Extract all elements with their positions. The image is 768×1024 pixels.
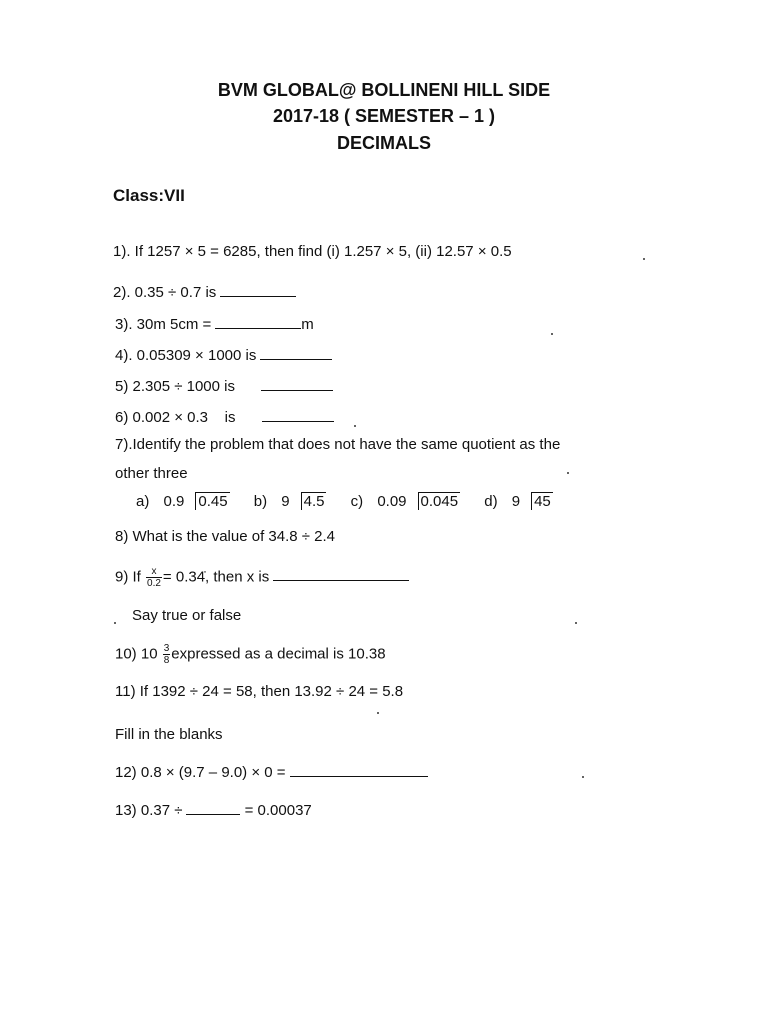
- class-label: Class:VII: [113, 186, 185, 205]
- subject-title: DECIMALS: [337, 133, 431, 153]
- question-2: [113, 282, 296, 301]
- answer-blank: [186, 800, 240, 815]
- section-fill-blanks: Fill in the blanks: [115, 726, 223, 743]
- question-7-line-1: 7).Identify the problem that does not have the same quotient as the: [115, 436, 561, 453]
- section-true-false: Say true or false: [132, 607, 242, 624]
- question-7-line-2: other three: [115, 465, 188, 482]
- question-6: [115, 407, 334, 426]
- question-3: [115, 314, 314, 333]
- answer-blank: [261, 376, 333, 391]
- scan-speck: [354, 425, 356, 427]
- answer-blank: [260, 345, 332, 360]
- scan-speck: [582, 776, 584, 778]
- question-5: [115, 376, 333, 395]
- question-6-text: 6) 0.002 × 0.3 is: [115, 409, 236, 426]
- session-title: 2017-18 ( SEMESTER – 1 ): [272, 106, 496, 126]
- option-a: a) 0.9 0.45: [136, 493, 228, 510]
- school-title: BVM GLOBAL@ BOLLINENI HILL SIDE: [217, 80, 551, 100]
- scan-speck: [643, 258, 645, 260]
- question-3-unit: m: [301, 316, 314, 333]
- question-13: 13) 0.37 ÷ = 0.00037: [115, 802, 312, 819]
- option-c: c) 0.09 0.045: [350, 493, 459, 510]
- question-10: 10) 10 $\frac{3}{8}$ expressed as a decimal is 10.38: [115, 643, 386, 666]
- fraction-x-over-0-2: $\frac{x}{0.2}$: [147, 566, 161, 589]
- scan-speck: [114, 622, 116, 624]
- question-9: 9) If $\frac{x}{0.2}$ = 0.34̇, then x is: [115, 566, 409, 589]
- answer-blank: [262, 407, 334, 422]
- scan-speck: [551, 333, 553, 335]
- answer-blank: [220, 282, 296, 297]
- question-1: 1). If 1257 × 5 = 6285, then find (i) 1.257 × 5, (ii) 12.57 × 0.5: [113, 243, 512, 260]
- answer-blank: [215, 314, 301, 329]
- question-5-text: 5) 2.305 ÷ 1000 is: [115, 378, 235, 395]
- option-d: d) 9 45: [484, 493, 551, 510]
- question-4: [115, 345, 332, 364]
- scan-speck: [575, 622, 577, 624]
- question-8: 8) What is the value of 34.8 ÷ 2.4: [115, 528, 336, 545]
- question-7-options: [136, 492, 573, 510]
- question-2-text: 2). 0.35 ÷ 0.7 is: [113, 284, 217, 301]
- question-4-text: 4). 0.05309 × 1000 is: [115, 347, 257, 364]
- question-11: 11) If 1392 ÷ 24 = 58, then 13.92 ÷ 24 = 5.8: [115, 683, 404, 700]
- answer-blank: [273, 566, 409, 581]
- scan-speck: [377, 712, 379, 714]
- option-b: b) 9 4.5: [253, 493, 325, 510]
- scan-speck: [567, 472, 569, 474]
- fraction-3-over-8: $\frac{3}{8}$: [163, 643, 170, 666]
- question-3-text: 3). 30m 5cm =: [115, 316, 212, 333]
- answer-blank: [290, 762, 428, 777]
- question-12: 12) 0.8 × (9.7 – 9.0) × 0 =: [115, 762, 428, 781]
